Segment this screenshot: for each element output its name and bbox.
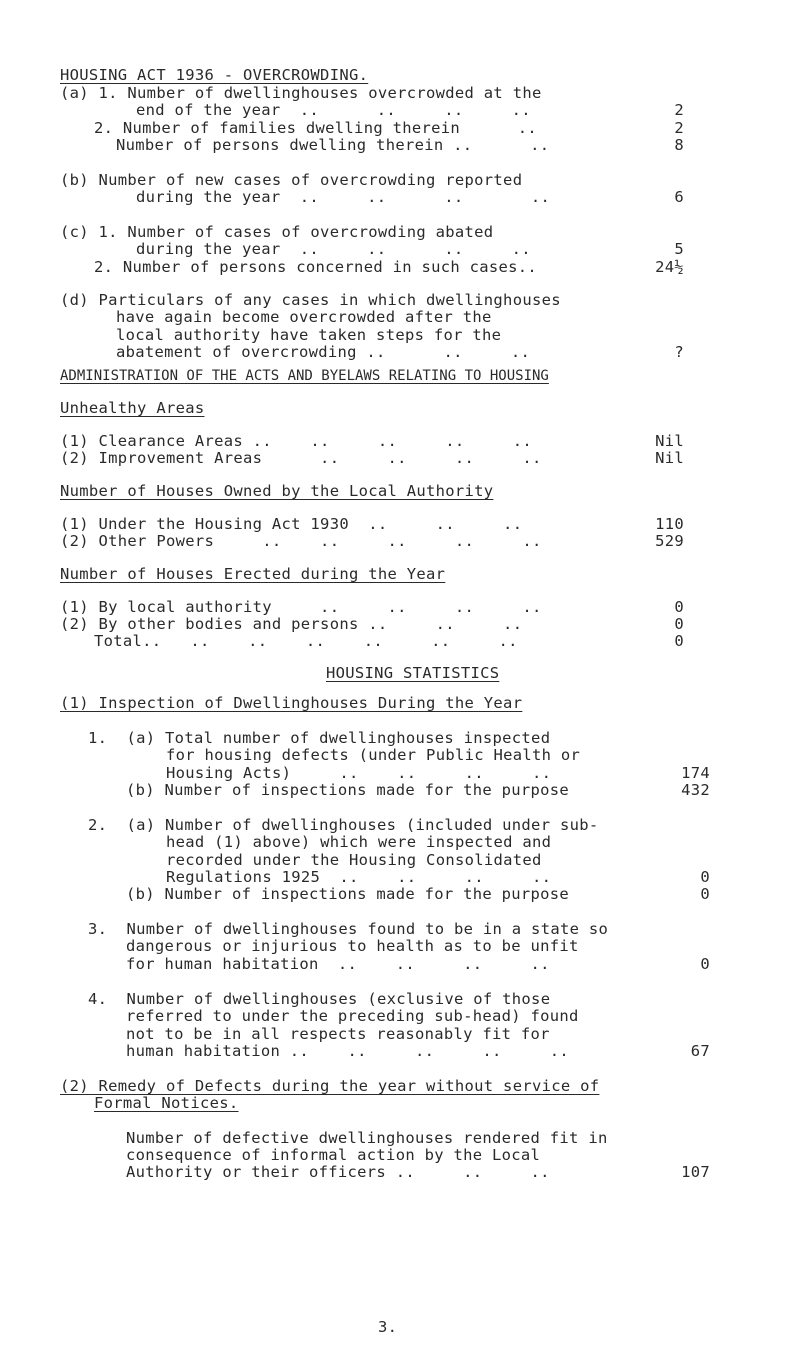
text-line: referred to under the preceding sub-head) found <box>126 1007 579 1025</box>
text-line: head (1) above) which were inspected and <box>166 833 552 851</box>
text-line: Number of defective dwellinghouses rendered fit in <box>126 1129 608 1147</box>
row-value: 24½ <box>655 258 684 276</box>
row-value: Nil <box>655 432 684 450</box>
text-line: (a) 1. Number of dwellinghouses overcrowded at the <box>60 84 542 102</box>
text-line: (2) By other bodies and persons .. .. .. <box>60 615 523 633</box>
row-value: 0 <box>674 598 684 616</box>
text-line: dangerous or injurious to health as to be unfit <box>126 937 579 955</box>
row-value: 174 <box>681 764 710 782</box>
text-line: Housing Acts) .. .. .. .. <box>166 764 552 782</box>
row-value: 110 <box>655 515 684 533</box>
row-value: 2 <box>674 101 684 119</box>
text-line: Number of Houses Owned by the Local Authority <box>60 482 494 500</box>
text-line: abatement of overcrowding .. .. .. <box>116 343 531 361</box>
text-line: during the year .. .. .. .. <box>136 188 551 206</box>
admin-heading: ADMINISTRATION OF THE ACTS AND BYELAWS RELATING TO HOUSING <box>60 368 549 384</box>
row-value: 432 <box>681 781 710 799</box>
text-line: Regulations 1925 .. .. .. .. <box>166 868 552 886</box>
text-line: (b) Number of new cases of overcrowding reported <box>60 171 523 189</box>
row-value: 2 <box>674 119 684 137</box>
row-value: 0 <box>700 955 710 973</box>
row-value: 107 <box>681 1163 710 1181</box>
text-line: for human habitation .. .. .. .. <box>126 955 550 973</box>
page-title: HOUSING ACT 1936 - OVERCROWDING. <box>60 66 369 84</box>
row-value: 0 <box>700 885 710 903</box>
text-line: Number of persons dwelling therein .. .. <box>116 136 550 154</box>
text-line: (b) Number of inspections made for the purpose <box>126 781 570 799</box>
text-line: (2) Improvement Areas .. .. .. .. <box>60 449 542 467</box>
row-value: 6 <box>674 188 684 206</box>
text-line: 3. Number of dwellinghouses found to be in a state so <box>88 920 609 938</box>
text-line: end of the year .. .. .. .. <box>136 101 531 119</box>
text-line: (c) 1. Number of cases of overcrowding abated <box>60 223 494 241</box>
row-value: 529 <box>655 532 684 550</box>
text-line: Unhealthy Areas <box>60 399 205 417</box>
row-value: ? <box>674 343 684 361</box>
page-number: 3. <box>378 1318 398 1336</box>
row-value: 67 <box>690 1042 710 1060</box>
text-line: not to be in all respects reasonably fit for <box>126 1025 550 1043</box>
text-line: (1) Clearance Areas .. .. .. .. .. <box>60 432 532 450</box>
row-value: 0 <box>700 868 710 886</box>
row-value: 8 <box>674 136 684 154</box>
row-value: Nil <box>655 449 684 467</box>
text-line: (d) Particulars of any cases in which dwellinghouses <box>60 291 561 309</box>
row-value: 0 <box>674 615 684 633</box>
text-line: 4. Number of dwellinghouses (exclusive of those <box>88 990 551 1008</box>
text-line: Total.. .. .. .. .. .. .. <box>94 632 518 650</box>
row-value: 0 <box>674 632 684 650</box>
text-line: (2) Other Powers .. .. .. .. .. <box>60 532 542 550</box>
row-value: 5 <box>674 240 684 258</box>
text-line: (b) Number of inspections made for the purpose <box>126 885 570 903</box>
text-line: human habitation .. .. .. .. .. <box>126 1042 570 1060</box>
text-line: 1. (a) Total number of dwellinghouses inspected <box>88 729 551 747</box>
text-line: 2. (a) Number of dwellinghouses (included under sub- <box>88 816 599 834</box>
text-line: (1) By local authority .. .. .. .. <box>60 598 542 616</box>
housing-statistics-heading: HOUSING STATISTICS <box>326 664 500 682</box>
text-line: Authority or their officers .. .. .. <box>126 1163 550 1181</box>
text-line: during the year .. .. .. .. <box>136 240 531 258</box>
text-line: have again become overcrowded after the <box>116 308 492 326</box>
text-line: (2) Remedy of Defects during the year without service of <box>60 1077 600 1095</box>
text-line: consequence of informal action by the Local <box>126 1146 541 1164</box>
text-line: Formal Notices. <box>94 1094 239 1112</box>
text-line: recorded under the Housing Consolidated <box>166 851 542 869</box>
text-line: 2. Number of families dwelling therein .. <box>94 119 538 137</box>
text-line: 2. Number of persons concerned in such cases.. <box>94 258 538 276</box>
text-line: local authority have taken steps for the <box>116 326 502 344</box>
text-line: Number of Houses Erected during the Year <box>60 565 446 583</box>
text-line: (1) Under the Housing Act 1930 .. .. .. <box>60 515 523 533</box>
text-line: for housing defects (under Public Health or <box>166 746 581 764</box>
text-line: (1) Inspection of Dwellinghouses During the Year <box>60 694 523 712</box>
